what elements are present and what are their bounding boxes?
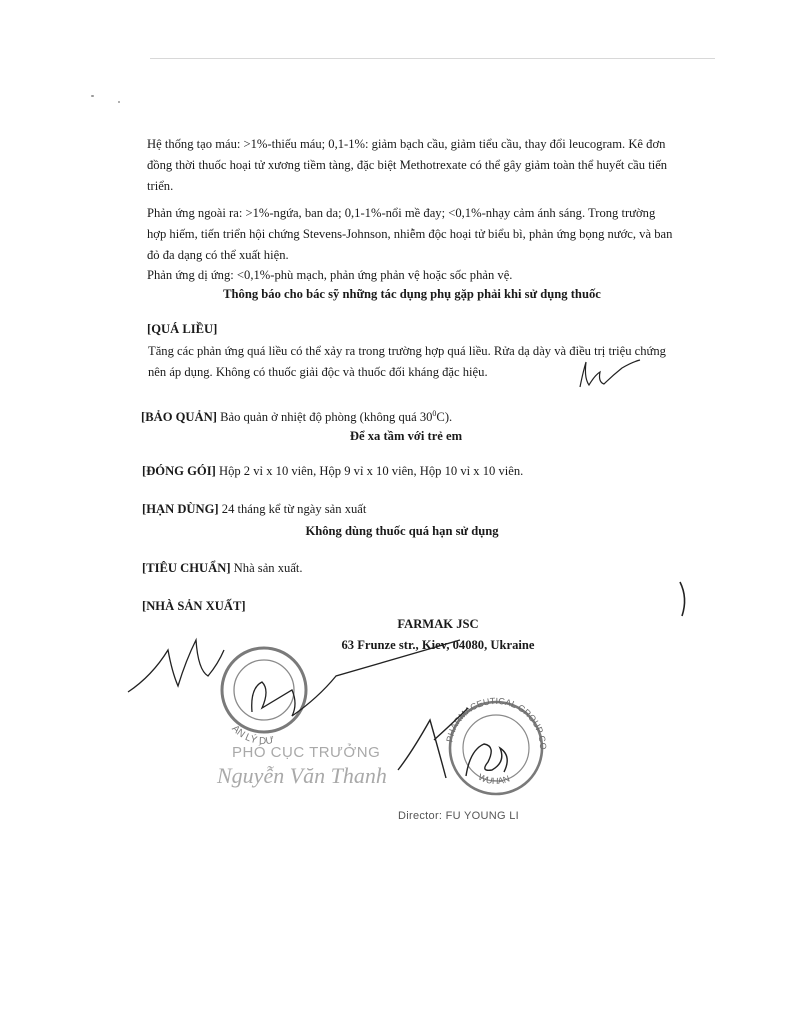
left-round-stamp: [222, 648, 306, 747]
shelf-life-text: 24 tháng kể từ ngày sản xuất: [221, 502, 367, 516]
packaging-text: Hộp 2 vỉ x 10 viên, Hộp 9 vỉ x 10 viên, Hộp 10 vỉ x 10 viên.: [218, 464, 524, 478]
right-stamp-text-bottom: WUHAN: [476, 771, 512, 787]
shelf-life-notice: Không dùng thuốc quá hạn sử dụng: [305, 524, 499, 538]
standard-text: Nhà sản xuất.: [233, 561, 303, 575]
adverse-skin-paragraph: Phản ứng ngoài ra: >1%-ngứa, ban da; 0,1-1%-nổi mề đay; <0,1%-nhạy cảm ánh sáng. Trong trường hợp hiếm, tiến triển hội chứng Stevens-Johnson, nhiễm độc hoại tử biểu bì, phản ứng bọng nước, và ban đỏ đa dạng có thể xuất hiện.: [147, 206, 673, 262]
margin-mark: [680, 582, 685, 616]
packaging-heading: [ĐÓNG GÓI]: [142, 464, 216, 478]
vice-director-name: Nguyễn Văn Thanh: [217, 763, 387, 788]
initials-signature: [580, 360, 640, 387]
storage-text-main: Bảo quản ở nhiệt độ phòng (không quá 30: [220, 410, 433, 425]
right-stamp-text-top: PHARMACEUTICAL GROUP CO: [444, 695, 549, 750]
overdose-paragraph: Tăng các phản ứng quá liều có thể xảy ra trong trường hợp quá liều. Rửa dạ dày và điều trị triệu chứng nên áp dụng. Không có thuốc giải độc và thuốc đối kháng đặc hiệu.: [148, 344, 666, 379]
manufacturer-heading: [NHÀ SẢN XUẤT]: [142, 599, 246, 613]
standard-heading: [TIÊU CHUẨN]: [142, 561, 231, 575]
shelf-life-heading: [HẠN DÙNG]: [142, 502, 219, 516]
storage-heading: [BẢO QUẢN]: [141, 410, 217, 425]
left-stamp-text: AN LÝ DƯ: [229, 723, 275, 748]
vice-director-signature: [128, 640, 460, 716]
storage-notice: Để xa tầm với trẻ em: [349, 429, 463, 443]
vice-director-title: PHÓ CỤC TRƯỞNG: [232, 744, 381, 761]
storage-text-unit: C).: [436, 410, 453, 425]
adverse-allergy-paragraph: Phản ứng dị ứng: <0,1%-phù mạch, phản ứng phản vệ hoặc sốc phản vệ.: [147, 268, 513, 282]
director-name: Director: FU YOUNG LI: [398, 810, 520, 822]
manufacturer-name: FARMAK JSC: [397, 617, 479, 631]
adverse-notice: Thông báo cho bác sỹ những tác dụng phụ gặp phải khi sử dụng thuốc: [223, 287, 601, 301]
degree-superscript: 0: [432, 409, 437, 418]
adverse-hematologic-paragraph: Hệ thống tạo máu: >1%-thiếu máu; 0,1-1%: giảm bạch cầu, giảm tiểu cầu, thay đổi leucogram. Kê đơn đồng thời thuốc hoại tử xương tiềm tàng, đặc biệt Methotrexate có thể gây giảm toàn thể huyết cầu tiến triển.: [147, 137, 668, 193]
manufacturer-address: 63 Frunze str., Kiev, 04080, Ukraine: [341, 638, 535, 652]
overdose-heading: [QUÁ LIỀU]: [147, 322, 218, 336]
director-signature: [398, 708, 507, 778]
